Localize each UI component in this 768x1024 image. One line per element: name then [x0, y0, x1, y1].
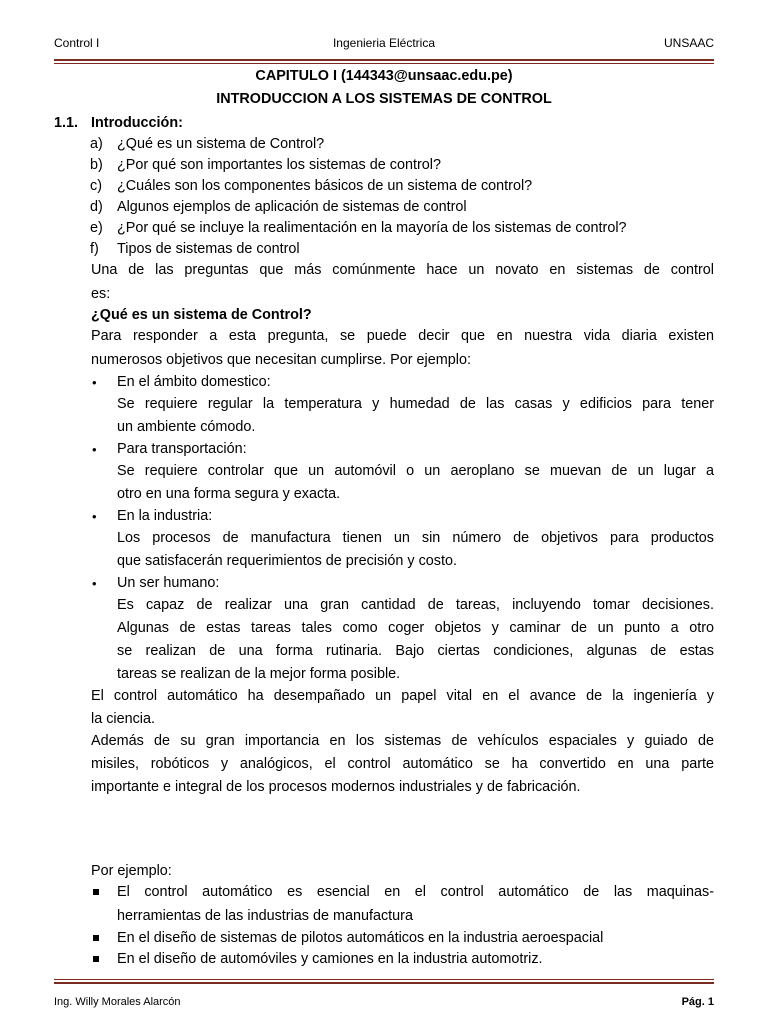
answer-line: numerosos objetivos que necesitan cumplirse. Por ejemplo: [91, 352, 471, 368]
example-label: Por ejemplo: [91, 863, 172, 879]
footer-rule-thin [54, 979, 714, 980]
bullet-text: tareas se realizan de la mejor forma posible. [117, 666, 401, 682]
bullet-text: que satisfacerán requerimientos de precisión y costo. [117, 553, 457, 569]
list-marker: d) [90, 199, 103, 215]
bullet-text: un ambiente cómodo. [117, 419, 256, 435]
list-text: Algunos ejemplos de aplicación de sistemas de control [117, 199, 467, 215]
list-marker: a) [90, 136, 103, 152]
intro-line: es: [91, 286, 111, 302]
chapter-subtitle: INTRODUCCION A LOS SISTEMAS DE CONTROL [216, 91, 552, 107]
list-text: ¿Cuáles son los componentes básicos de un sistema de control? [117, 178, 533, 194]
bullet-text: Se requiere controlar que un automóvil o un aeroplano se muevan de un lugar a [117, 463, 714, 479]
list-text: Tipos de sistemas de control [117, 241, 300, 257]
intro-line: Una de las preguntas que más comúnmente hace un novato en sistemas de control [91, 262, 714, 278]
chapter-title: CAPITULO I (144343@unsaac.edu.pe) [255, 68, 513, 84]
section-title: Introducción: [91, 115, 183, 131]
list-text: ¿Por qué son importantes los sistemas de control? [117, 157, 441, 173]
list-marker: b) [90, 157, 103, 173]
footer-author: Ing. Willy Morales Alarcón [54, 996, 181, 1008]
list-marker: f) [90, 241, 99, 257]
bullet-title: Un ser humano: [117, 575, 220, 591]
bullet-text: Algunas de estas tareas tales como coger objetos y caminar de un punto a otro [117, 620, 714, 636]
example-text: herramientas de las industrias de manufactura [117, 908, 413, 924]
paragraph-line: misiles, robóticos y analógicos, el control automático se ha convertido en una parte [91, 756, 714, 772]
square-bullet-icon [93, 956, 99, 962]
bullet-title: Para transportación: [117, 441, 247, 457]
list-marker: e) [90, 220, 103, 236]
header-right: UNSAAC [663, 36, 714, 50]
example-text: En el diseño de automóviles y camiones en la industria automotriz. [117, 951, 543, 967]
square-bullet-icon [93, 889, 99, 895]
footer-rule [54, 982, 714, 984]
page-number: Pág. 1 [681, 996, 714, 1008]
bullet-icon: • [92, 375, 97, 390]
example-text: En el diseño de sistemas de pilotos automáticos en la industria aeroespacial [117, 930, 604, 946]
header-rule [54, 59, 714, 61]
square-bullet-icon [93, 935, 99, 941]
bullet-text: se realizan de una forma rutinaria. Bajo ciertas condiciones, algunas de estas [117, 643, 714, 659]
bullet-text: Se requiere regular la temperatura y humedad de las casas y edificios para tener [117, 396, 714, 412]
bullet-title: En la industria: [117, 508, 213, 524]
bullet-text: Es capaz de realizar una gran cantidad de tareas, incluyendo tomar decisiones. [117, 597, 714, 613]
list-text: ¿Por qué se incluye la realimentación en la mayoría de los sistemas de control? [117, 220, 627, 236]
question-heading: ¿Qué es un sistema de Control? [91, 307, 312, 323]
bullet-icon: • [92, 576, 97, 591]
list-marker: c) [90, 178, 102, 194]
bullet-title: En el ámbito domestico: [117, 374, 271, 390]
page-header [54, 36, 714, 56]
header-center: Ingenieria Eléctrica [332, 36, 436, 50]
paragraph-line: importante e integral de los procesos modernos industriales y de fabricación. [91, 779, 581, 795]
header-left: Control I [54, 36, 100, 50]
answer-line: Para responder a esta pregunta, se puede decir que en nuestra vida diaria existen [91, 328, 714, 344]
page-footer [54, 996, 714, 1012]
bullet-icon: • [92, 509, 97, 524]
bullet-text: Los procesos de manufactura tienen un sin número de objetivos para productos [117, 530, 714, 546]
section-number: 1.1. [54, 115, 79, 131]
bullet-icon: • [92, 442, 97, 457]
header-rule-thin [54, 63, 714, 64]
bullet-text: otro en una forma segura y exacta. [117, 486, 341, 502]
paragraph-line: El control automático ha desempañado un papel vital en el avance de la ingeniería y [91, 688, 714, 704]
paragraph-line: Además de su gran importancia en los sistemas de vehículos espaciales y guiado de [91, 733, 714, 749]
example-text: El control automático es esencial en el control automático de las maquinas- [117, 884, 714, 900]
list-text: ¿Qué es un sistema de Control? [117, 136, 325, 152]
paragraph-line: la ciencia. [91, 711, 155, 727]
